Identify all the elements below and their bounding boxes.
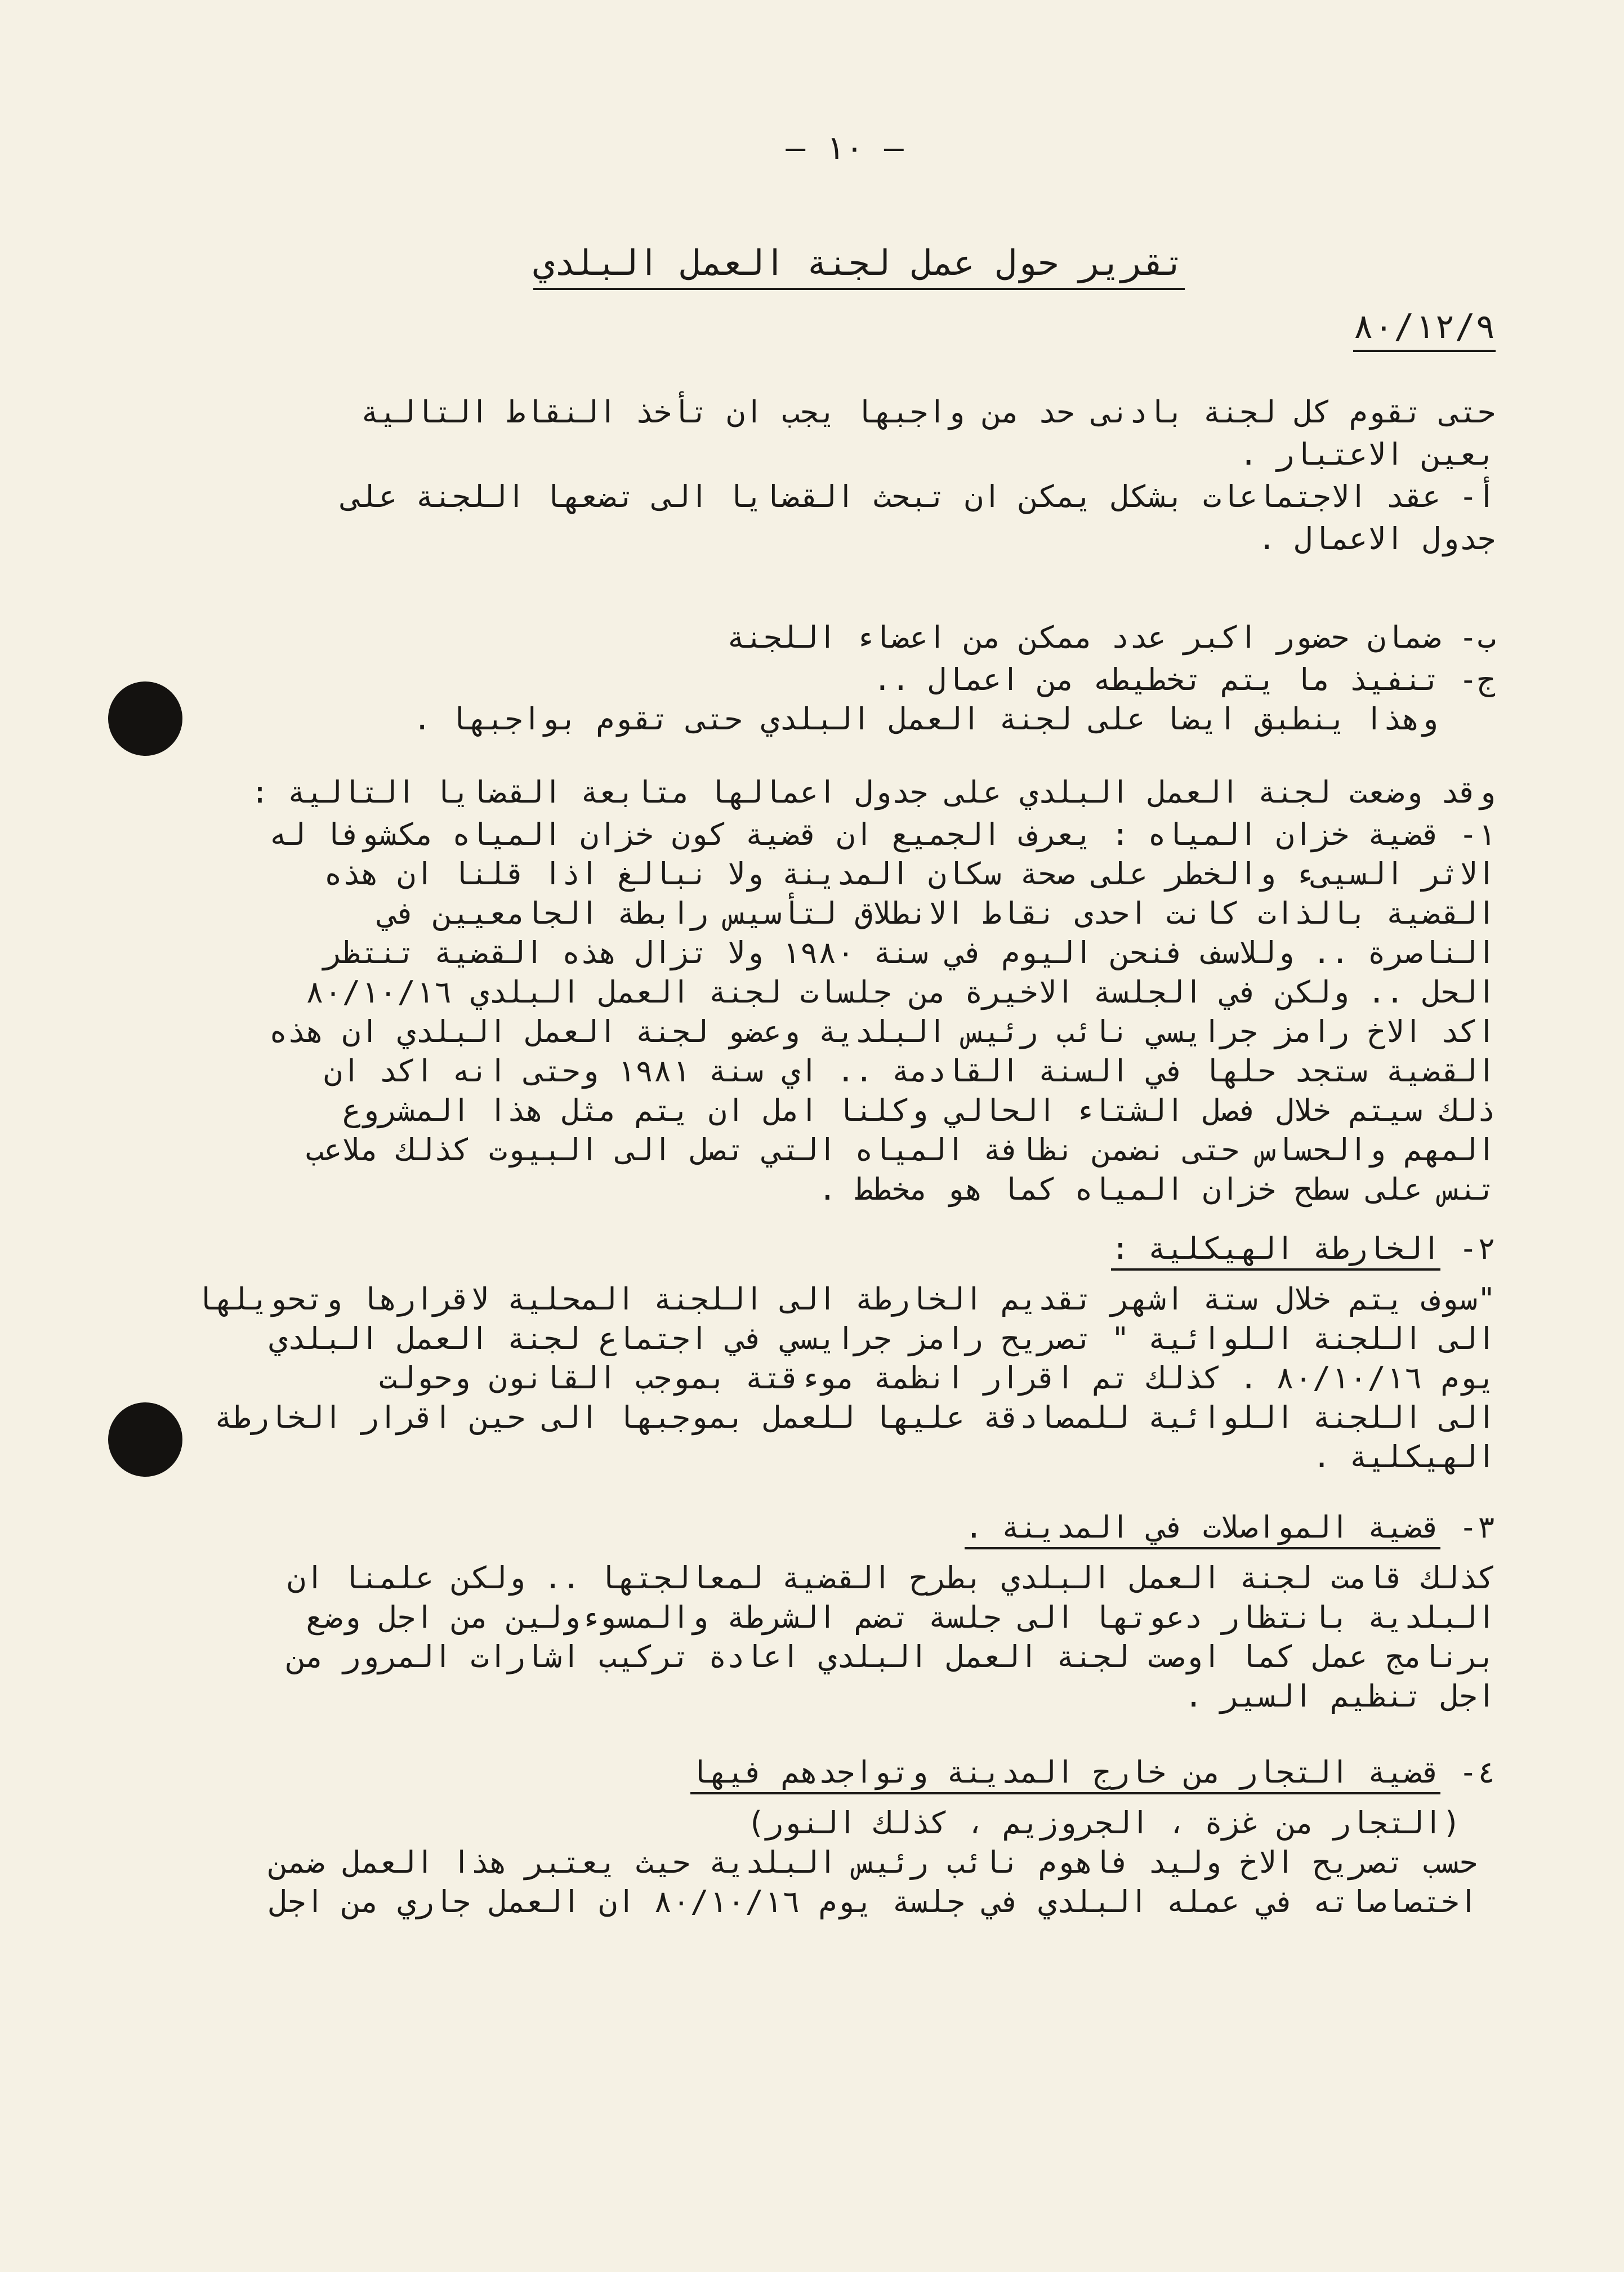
- intro-line: حتى تقوم كل لجنة بادنى حد من واجبها يجب ان تأخذ النقاط التالية: [360, 394, 1496, 430]
- intro-line: جدول الاعمال .: [1257, 521, 1496, 556]
- section-2-line: الى اللجنة اللوائية للمصادقة عليها للعمل بموجبها الى حين اقرار الخارطة: [214, 1400, 1496, 1435]
- document-title: تقرير حول عمل لجنة العمل البلدي: [533, 242, 1185, 290]
- section-4-line: حسب تصريح الاخ وليد فاهوم نائب رئيس البلدية حيث يعتبر هذا العمل ضمن: [269, 1845, 1478, 1880]
- section-1-line: القضية ستجد حلها في السنة القادمة .. اي سنة ١٩٨١ وحتى انه اكد ان: [324, 1053, 1496, 1089]
- intro-line: أ- عقد الاجتماعات بشكل يمكن ان تبحث القضايا الى تضعها اللجنة على: [342, 479, 1496, 514]
- section-3-heading-row: [965, 1509, 1496, 1545]
- intro-line: وهذا ينطبق ايضا على لجنة العمل البلدي حتى تقوم بواجبها .: [413, 701, 1438, 737]
- section-3-line: برنامج عمل كما اوصت لجنة العمل البلدي اعادة تركيب اشارات المرور من: [287, 1639, 1496, 1674]
- section-1-line: الحل .. ولكن في الجلسة الاخيرة من جلسات لجنة العمل البلدي ٨٠/١٠/١٦: [305, 974, 1496, 1010]
- section-2-number: ٢-: [1458, 1231, 1496, 1266]
- section-2-line: "سوف يتم خلال ستة اشهر تقديم الخارطة الى اللجنة المحلية لاقرارها وتحويلها: [195, 1281, 1496, 1317]
- section-1-line: ١- قضية خزان المياه : يعرف الجميع ان قضية كون خزان المياه مكشوفا له: [269, 817, 1496, 852]
- section-3-line: البلدية بانتظار دعوتها الى جلسة تضم الشرطة والمسوءولين من اجل وضع: [305, 1600, 1496, 1635]
- section-3-line: كذلك قامت لجنة العمل البلدي بطرح القضية لمعالجتها .. ولكن علمنا ان: [287, 1560, 1496, 1596]
- section-1-line: الاثر السيىء والخطر على صحة سكان المدينة ولا نبالغ اذا قلنا ان هذه: [324, 856, 1496, 892]
- section-4-line: اختصاصاته في عمله البلدي في جلسة يوم ٨٠/١٠/١٦ ان العمل جاري من اجل: [269, 1884, 1478, 1919]
- section-1-line: ذلك سيتم خلال فصل الشتاء الحالي وكلنا امل ان يتم مثل هذا المشروع: [342, 1093, 1496, 1128]
- document-date: ٨٠/١٢/٩: [1353, 307, 1496, 352]
- section-1-line: اكد الاخ رامز جرايسي نائب رئيس البلدية وعضو لجنة العمل البلدي ان هذه: [269, 1014, 1496, 1049]
- section-1-line: المهم والحساس حتى نضمن نظافة المياه التي تصل الى البيوت كذلك ملاعب: [305, 1132, 1496, 1168]
- section-4-number: ٤-: [1458, 1754, 1496, 1790]
- section-1-line: القضية بالذات كانت احدى نقاط الانطلاق لتأسيس رابطة الجامعيين في: [378, 896, 1496, 931]
- agenda-intro: وقد وضعت لجنة العمل البلدي على جدول اعمالها متابعة القضايا التالية :: [251, 774, 1496, 810]
- section-4-heading: قضية التجار من خارج المدينة وتواجدهم فيها: [690, 1754, 1441, 1794]
- punch-hole-top: [108, 681, 182, 756]
- section-3-heading: قضية المواصلات في المدينة .: [965, 1509, 1440, 1549]
- punch-hole-bottom: [108, 1402, 182, 1477]
- section-2-line: يوم ٨٠/١٠/١٦ . كذلك تم اقرار انظمة موءقتة بموجب القانون وحولت: [378, 1360, 1496, 1396]
- section-2-heading: الخارطة الهيكلية :: [1111, 1231, 1440, 1271]
- section-4-line: (التجار من غزة ، الجروزيم ، كذلك النور): [747, 1805, 1461, 1841]
- intro-line: ج- تنفيذ ما يتم تخطيطه من اعمال ..: [873, 662, 1496, 697]
- section-2-line: الى اللجنة اللوائية " تصريح رامز جرايسي في اجتماع لجنة العمل البلدي: [269, 1321, 1496, 1356]
- section-4-heading-row: [690, 1754, 1496, 1790]
- section-3-number: ٣-: [1458, 1509, 1496, 1545]
- section-2-line: الهيكلية .: [1312, 1439, 1496, 1474]
- section-1-line: الناصرة .. وللاسف فنحن اليوم في سنة ١٩٨٠ ولا تزال هذه القضية تنتظر: [324, 935, 1496, 970]
- section-2-heading-row: [1111, 1231, 1496, 1266]
- intro-line: بعين الاعتبار .: [1239, 436, 1496, 472]
- page-number: – ١٠ –: [786, 128, 904, 167]
- section-3-line: اجل تنظيم السير .: [1184, 1678, 1496, 1714]
- section-1-line: تنس على سطح خزان المياه كما هو مخطط .: [818, 1171, 1496, 1207]
- intro-line: ب- ضمان حضور اكبر عدد ممكن من اعضاء اللجنة: [726, 620, 1496, 655]
